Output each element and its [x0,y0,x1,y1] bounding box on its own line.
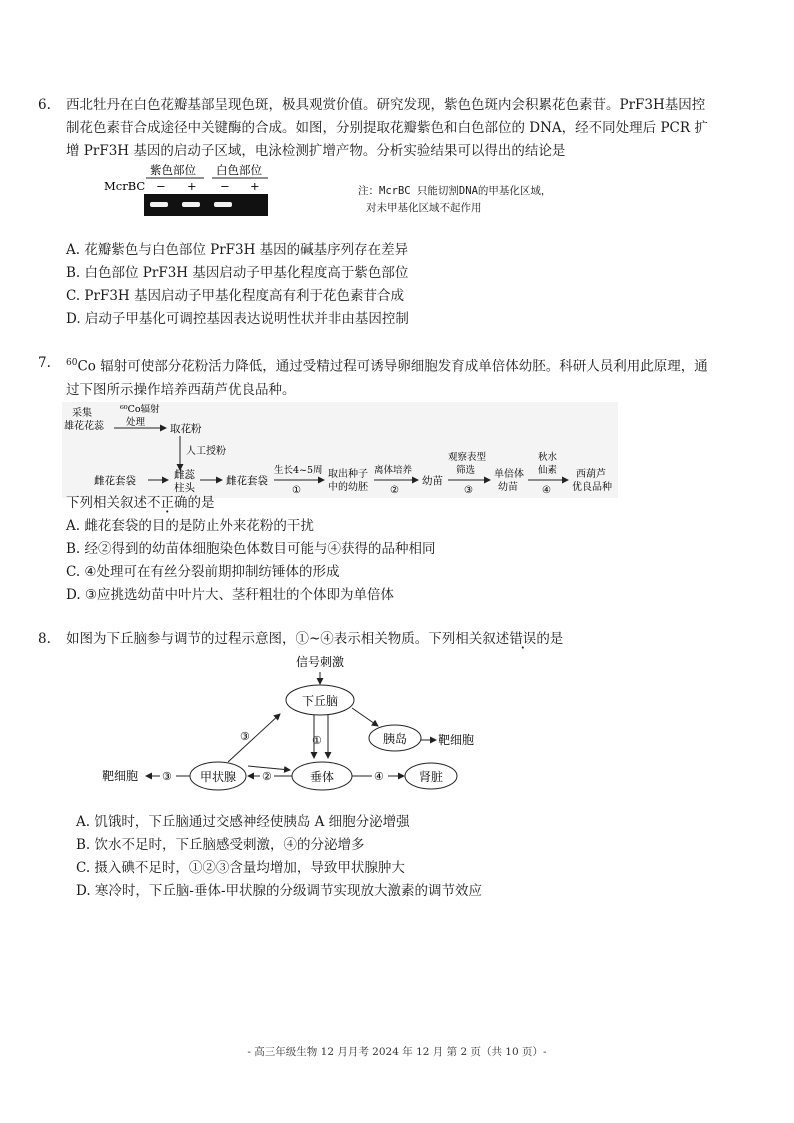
diagram-kidney: 肾脏 [419,770,444,784]
emphasis-not-correct: 不正确 [147,495,188,511]
diagram-circle-2: ② [262,770,272,783]
emphasis-wrong: 错误 [509,631,537,647]
q8-option-d: D. 寒冷时，下丘脑-垂体-甲状腺的分级调节实现放大激素的调节效应 [76,883,483,899]
flow-embryo-1: 取出种子 [328,469,368,480]
diagram-circle-3a: ③ [240,730,250,743]
gel-purple-label: 紫色部位 [150,163,196,177]
gel-band-1 [150,202,168,207]
diagram-hypothalamus: 下丘脑 [302,694,339,708]
diagram-signal: 信号刺激 [296,655,345,669]
diagram-circle-3b: ③ [162,770,172,783]
q6-option-a: A. 花瓣紫色与白色部位 PrF3H 基因的碱基序列存在差异 [66,242,409,258]
q7-option-a: A. 雌花套袋的目的是防止外来花粉的干扰 [66,518,314,534]
q7-option-c: C. ④处理可在有丝分裂前期抑制纺锤体的形成 [66,564,340,580]
flow-culture: 离体培养 [374,465,413,476]
q6-option-c: C. PrF3H 基因启动子甲基化程度高有利于花色素苷合成 [66,288,404,304]
gel-row-label: McrBC [104,179,146,193]
flow-step-4: ④ [542,485,551,496]
q8-option-b: B. 饮水不足时，下丘脑感受刺激，④的分泌增多 [76,837,365,853]
flow-grow: 生长4~5周 [274,465,323,476]
note-line-1: 注：McrBC 只能切割DNA的甲基化区域， [358,185,552,197]
question-number: 8. [38,631,51,647]
q8-option-c: C. 摄入碘不足时，①②③含量均增加，导致甲状腺肿大 [76,860,405,876]
q7-option-b: B. 经②得到的幼苗体细胞染色体数目可能与④获得的品种相同 [66,541,436,557]
question-number: 6. [38,97,51,113]
question-number: 7. [38,355,51,371]
flow-observe-2: 筛选 [456,465,476,476]
gel-sign-1: − [156,179,166,193]
flow-radiation-2: 处理 [126,417,146,428]
flow-haploid-2: 幼苗 [498,482,518,493]
flow-step-1: ① [292,485,301,496]
flow-colchicine-1: 秋水 [538,452,558,463]
flow-step-2: ② [390,485,399,496]
diagram-circle-4: ④ [374,770,384,783]
gel-figure [100,160,400,228]
question-text: Co 辐射可使部分花粉活力降低，通过受精过程可诱导卵细胞发育成单倍体幼胚。科研人员利用此原理，通过下图所示操作培养西葫芦优良品种。 [66,358,708,398]
gel-sign-3: − [220,179,230,193]
flow-observe-1: 观察表型 [448,452,487,463]
hypothalamus-diagram [90,652,510,802]
question-6 [38,94,718,163]
question-text: 如图为下丘脑参与调节的过程示意图，①~④表示相关物质。下列相关叙述 [66,631,510,647]
flow-stigma-1: 雌蕊 [174,469,195,481]
flow-radiation-1: ⁶⁰Co辐射 [120,404,160,415]
question-8: 8. 如图为下丘脑参与调节的过程示意图，①~④表示相关物质。下列相关叙述错误的是 [38,628,718,651]
flow-embryo-2: 中的幼胚 [328,482,368,493]
flow-collect-2: 雄花花蕊 [64,421,104,432]
diagram-target-1: 靶细胞 [102,769,139,783]
q7-option-d: D. ③应挑选幼苗中叶片大、茎秆粗壮的个体即为单倍体 [66,587,395,603]
flow-step-3: ③ [464,485,473,496]
q7-prompt: 下列相关叙述不正确的是 [66,495,215,511]
diagram-islet: 胰岛 [383,732,408,746]
flow-pollinate: 人工授粉 [186,446,226,457]
flow-haploid-1: 单倍体 [494,469,524,480]
question-text: 西北牡丹在白色花瓣基部呈现色斑，极具观赏价值。研究发现，紫色色斑内会积累花色素苷。PrF3H基因控制花色素苷合成途径中关键酶的合成。如图，分别提取花瓣紫色和白色部位的 DNA，经不同处理后 PCR 扩增 PrF3H 基因的启动子区域，电泳检测扩增产物。分析实验结果可以得出的结论是 [66,97,708,159]
gel-note [358,183,551,217]
isotope-superscript: 60 [66,358,78,368]
breeding-flowchart [62,402,622,498]
q8-option-a: A. 饥饿时，下丘脑通过交感神经使胰岛 A 细胞分泌增强 [76,814,410,830]
note-line-2: 对未甲基化区域不起作用 [366,202,482,214]
flow-collect-1: 采集 [72,408,92,419]
flow-colchicine-2: 仙素 [538,465,558,476]
flow-pollen: 取花粉 [170,423,202,435]
diagram-circle-1: ① [312,734,322,747]
q6-option-b: B. 白色部位 PrF3H 基因启动子甲基化程度高于紫色部位 [66,265,409,281]
flow-final-1: 西葫芦 [576,469,606,480]
flow-female-bag: 雌花套袋 [94,475,136,487]
flow-stigma-2: 柱头 [174,482,195,494]
q6-option-d: D. 启动子甲基化可调控基因表达说明性状并非由基因控制 [66,311,409,327]
diagram-pituitary: 垂体 [310,770,335,784]
question-7 [38,352,718,402]
diagram-thyroid: 甲状腺 [200,770,237,784]
gel-white-label: 白色部位 [216,163,262,177]
gel-sign-4: + [250,179,260,193]
gel-band-3 [214,202,232,207]
gel-sign-2: + [187,179,197,193]
diagram-target-2: 靶细胞 [438,733,475,747]
flow-female-bag-2: 雌花套袋 [226,475,268,487]
flow-seedling: 幼苗 [422,475,443,487]
gel-band-2 [182,202,200,207]
flow-final-2: 优良品种 [572,482,612,493]
page-footer: - 高三年级生物 12 月月考 2024 年 12 月 第 2 页（共 10 页）- [247,1046,547,1058]
